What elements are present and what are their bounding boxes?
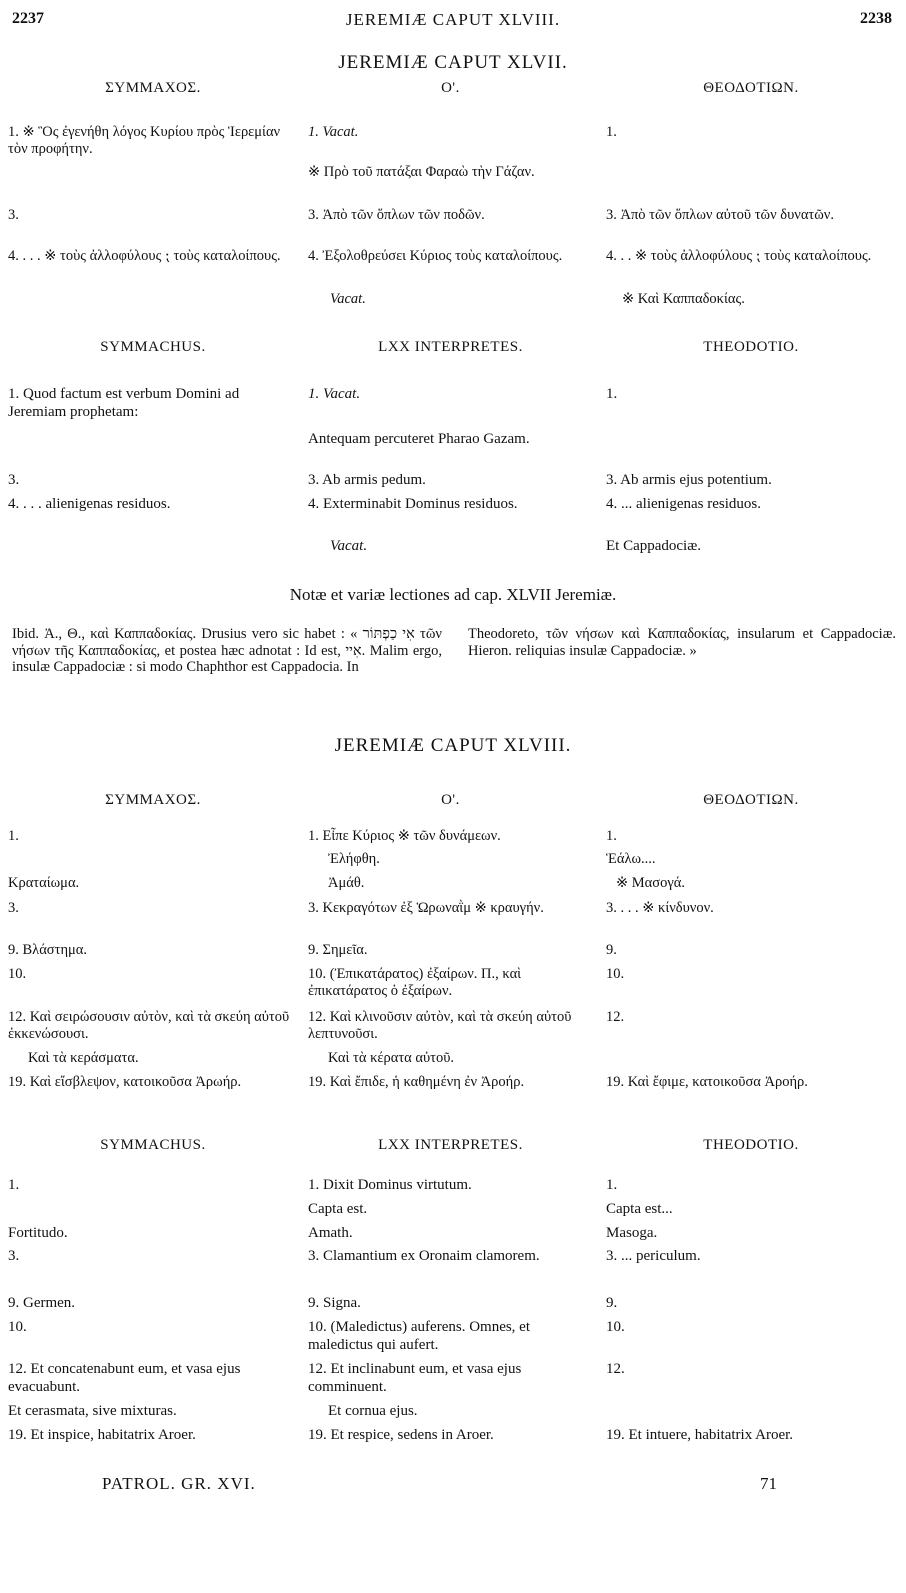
s1-greek-cell: ※ Καὶ Καππαδοκίας. [622,291,745,307]
s2-greek-cell: 1. [8,828,19,844]
s1-latin-cell: 1. [606,386,618,402]
notes-left-column: Ibid. Ἀ., Θ., καὶ Καππαδοκίας. Drusius vero sic habet : « אִי כַפְתּוֹר τῶν νήσων τῆς Καππαδοκίας, et postea hæc adnotat : Id est, אִיי. Malim ergo, insulæ Cappadociæ : si modo Chaphthor est Cappadocia. In [12,626,442,675]
page-number-left: 2237 [12,10,44,27]
latin-head-lxx: LXX INTERPRETES. [378,1137,523,1153]
s2-latin-cell: 12. Et concatenabunt eum, et vasa ejus evacuabunt. [8,1361,241,1395]
s2-latin-cell: 19. Et inspice, habitatrix Aroer. [8,1427,196,1443]
s2-latin-cell: Et cornua ejus. [328,1403,418,1419]
s2-greek-cell: 12. Καὶ κλινοῦσιν αὐτὸν, καὶ τὰ σκεύη αὐτοῦ λεπτυνοῦσι. [308,1009,572,1042]
s1-greek-cell: Vacat. [330,291,366,307]
s2-greek-cell: Καὶ τὰ κεράσματα. [28,1050,139,1066]
s2-greek-cell: Κραταίωμα. [8,875,80,891]
s2-latin-cell: 9. Germen. [8,1295,76,1311]
s2-latin-cell: Capta est... [606,1201,673,1217]
s2-latin-cell: 3. [8,1248,20,1264]
s2-greek-cell: 19. Καὶ ἔπιδε, ἡ καθημένη ἐν Ἀροήρ. [308,1074,525,1090]
s1-greek-cell: 4. . . ※ τοὺς ἀλλοφύλους ⁏ τοὺς καταλοίπους. [606,248,872,264]
page-number-right: 2238 [860,10,892,27]
s2-greek-cell: 19. Καὶ εἴσβλεψον, κατοικοῦσα Ἀρωήρ. [8,1074,242,1090]
s1-greek-cell: 3. Ἀπὸ τῶν ὅπλων αὐτοῦ τῶν δυνατῶν. [606,207,834,223]
s2-latin-cell: 1. [606,1177,618,1193]
s1-greek-cell: 1. [606,124,617,140]
greek-head-theodotion: ΘΕΟΔΟΤΙΩΝ. [703,792,799,808]
s2-greek-cell: 3. . . . ※ κίνδυνον. [606,900,714,916]
s2-latin-cell: 3. ... periculum. [606,1248,701,1264]
s1-latin-cell: Antequam percuteret Pharao Gazam. [308,431,530,447]
notes-right-column: Theodoreto, τῶν νήσων καὶ Καππαδοκίας, insularum et Cappadociæ. Hieron. reliquias insulæ Cappadociæ. » [468,626,896,659]
greek-head-theodotion: ΘΕΟΔΟΤΙΩΝ. [703,80,799,96]
s1-greek-cell: 3. [8,207,19,223]
s2-latin-cell: 19. Et respice, sedens in Aroer. [308,1427,494,1443]
s1-latin-cell: Et Cappadociæ. [606,538,701,554]
section2-title: JEREMIÆ CAPUT XLVIII. [334,735,572,756]
latin-head-lxx: LXX INTERPRETES. [378,339,523,355]
s2-latin-cell: Amath. [308,1225,353,1241]
s1-latin-cell: 4. ... alienigenas residuos. [606,496,761,512]
latin-head-theodotio: THEODOTIO. [703,339,799,355]
s1-greek-cell: 4. . . . ※ τοὺς ἀλλοφύλους ⁏ τοὺς καταλοίπους. [8,248,281,264]
s2-latin-cell: 1. [8,1177,20,1193]
s2-greek-cell: Ἐλήφθη. [328,851,380,867]
s1-greek-cell: 3. Ἀπὸ τῶν ὅπλων τῶν ποδῶν. [308,207,485,223]
s1-latin-cell: 1. Quod factum est verbum Domini ad Jeremiam prophetam: [8,386,240,420]
s2-greek-cell: Ἑάλω.... [606,851,656,867]
s2-greek-cell: 19. Καὶ ἔφιμε, κατοικοῦσα Ἀροήρ. [606,1074,808,1090]
greek-head-lxx: Ο'. [441,792,460,808]
s2-latin-cell: 10. [606,1319,625,1335]
s2-latin-cell: 19. Et intuere, habitatrix Aroer. [606,1427,794,1443]
s1-latin-cell: 4. Exterminabit Dominus residuos. [308,496,518,512]
s1-latin-cell: 1. Vacat. [308,386,361,402]
s2-latin-cell: Capta est. [308,1201,368,1217]
s2-greek-cell: Καὶ τὰ κέρατα αὐτοῦ. [328,1050,455,1066]
latin-head-symmachus: SYMMACHUS. [100,339,206,355]
s2-greek-cell: Ἀμάθ. [328,875,365,891]
s2-greek-cell: 12. [606,1009,625,1025]
s2-greek-cell: 1. Εἶπε Κύριος ※ τῶν δυνάμεων. [308,828,501,844]
s1-latin-cell: 3. Ab armis ejus potentium. [606,472,772,488]
s1-latin-cell: 3. [8,472,20,488]
s2-latin-cell: Fortitudo. [8,1225,68,1241]
s1-greek-cell: 1. Vacat. [308,124,359,140]
s1-greek-cell: ※ Πρὸ τοῦ πατάξαι Φαραὼ τὴν Γάζαν. [308,164,535,180]
s2-greek-cell: 10. [8,966,27,982]
s2-latin-cell: 12. Et inclinabunt eum, et vasa ejus comminuent. [308,1361,522,1395]
running-title: JEREMIÆ CAPUT XLVIII. [345,10,561,29]
s2-latin-cell: 12. [606,1361,625,1377]
s2-latin-cell: Et cerasmata, sive mixturas. [8,1403,177,1419]
greek-head-symmachus: ΣΥΜΜΑΧΟΣ. [105,80,201,96]
footer-signature: 71 [760,1474,777,1493]
s2-greek-cell: 9. Βλάστημα. [8,942,88,958]
s2-latin-cell: 10. [8,1319,27,1335]
s2-greek-cell: ※ Μασογά. [616,875,685,891]
s2-latin-cell: Masoga. [606,1225,658,1241]
s2-latin-cell: 9. Signa. [308,1295,361,1311]
s1-latin-cell: 4. . . . alienigenas residuos. [8,496,171,512]
greek-head-lxx: Ο'. [441,80,460,96]
greek-head-symmachus: ΣΥΜΜΑΧΟΣ. [105,792,201,808]
s2-latin-cell: 3. Clamantium ex Oronaim clamorem. [308,1248,540,1264]
s2-greek-cell: 9. [606,942,617,958]
footer-series: PATROL. GR. XVI. [102,1474,256,1493]
s2-greek-cell: 10. (Ἐπικατάρατος) ἐξαίρων. Π., καὶ ἐπικατάρατος ὁ ἐξαίρων. [308,966,522,999]
notes-title: Notæ et variæ lectiones ad cap. XLVII Jeremiæ. [289,585,617,604]
s1-latin-cell: Vacat. [330,538,368,554]
s2-greek-cell: 9. Σημεῖα. [308,942,368,958]
s2-latin-cell: 10. (Maledictus) auferens. Omnes, et maledictus qui aufert. [308,1319,531,1353]
s2-greek-cell: 1. [606,828,617,844]
s2-latin-cell: 1. Dixit Dominus virtutum. [308,1177,472,1193]
s1-greek-cell: 1. ※ Ὃς ἐγενήθη λόγος Κυρίου πρὸς Ἱερεμίαν τὸν προφήτην. [8,124,281,157]
s2-greek-cell: 3. [8,900,19,916]
s2-greek-cell: 12. Καὶ σειρώσουσιν αὐτὸν, καὶ τὰ σκεύη αὐτοῦ ἐκκενώσουσι. [8,1009,290,1042]
latin-head-symmachus: SYMMACHUS. [100,1137,206,1153]
s2-latin-cell: 9. [606,1295,618,1311]
s1-latin-cell: 3. Ab armis pedum. [308,472,426,488]
s2-greek-cell: 10. [606,966,625,982]
section1-title: JEREMIÆ CAPUT XLVII. [338,52,568,73]
latin-head-theodotio: THEODOTIO. [703,1137,799,1153]
s1-greek-cell: 4. Ἐξολοθρεύσει Κύριος τοὺς καταλοίπους. [308,248,563,264]
s2-greek-cell: 3. Κεκραγότων ἐξ Ὡρωναῒμ ※ κραυγήν. [308,900,544,916]
